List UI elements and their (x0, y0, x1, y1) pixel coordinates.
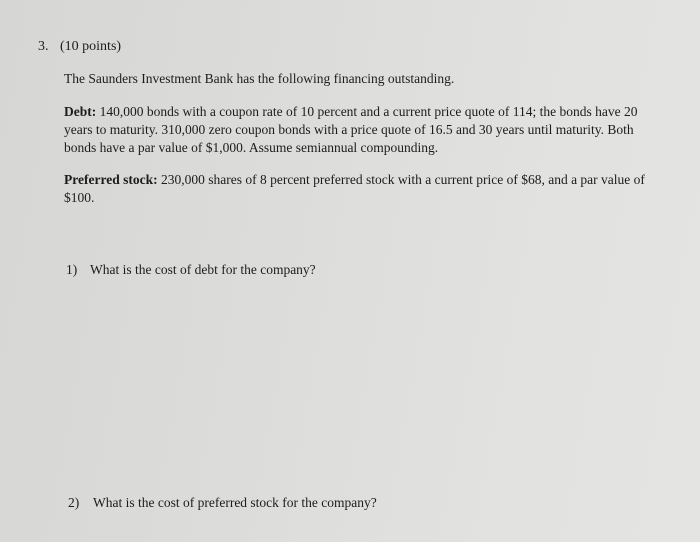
debt-paragraph (64, 103, 664, 157)
preferred-stock-label: Preferred stock: (64, 172, 158, 187)
sub-question-2-number: 2) (68, 495, 80, 510)
question-number: 3. (38, 39, 49, 54)
sub-question-2-text: What is the cost of preferred stock for the company? (93, 495, 377, 510)
sub-question-1-number: 1) (66, 262, 78, 277)
preferred-stock-paragraph (64, 171, 664, 207)
debt-text: 140,000 bonds with a coupon rate of 10 percent and a current price quote of 114; the bonds have 20 years to maturity. 310,000 zero coupon bonds with a price quote of 16.5 and 30 years until maturity. Both bonds have a par value of $1,000. Assume semiannual compounding. (64, 104, 638, 155)
debt-label: Debt: (64, 104, 97, 119)
sub-question-1-text: What is the cost of debt for the company? (90, 262, 316, 277)
preferred-stock-text: 230,000 shares of 8 percent preferred stock with a current price of $68, and a par value of $100. (64, 172, 645, 205)
question-points: (10 points) (60, 39, 122, 54)
problem-intro: The Saunders Investment Bank has the following financing outstanding. (64, 71, 455, 86)
